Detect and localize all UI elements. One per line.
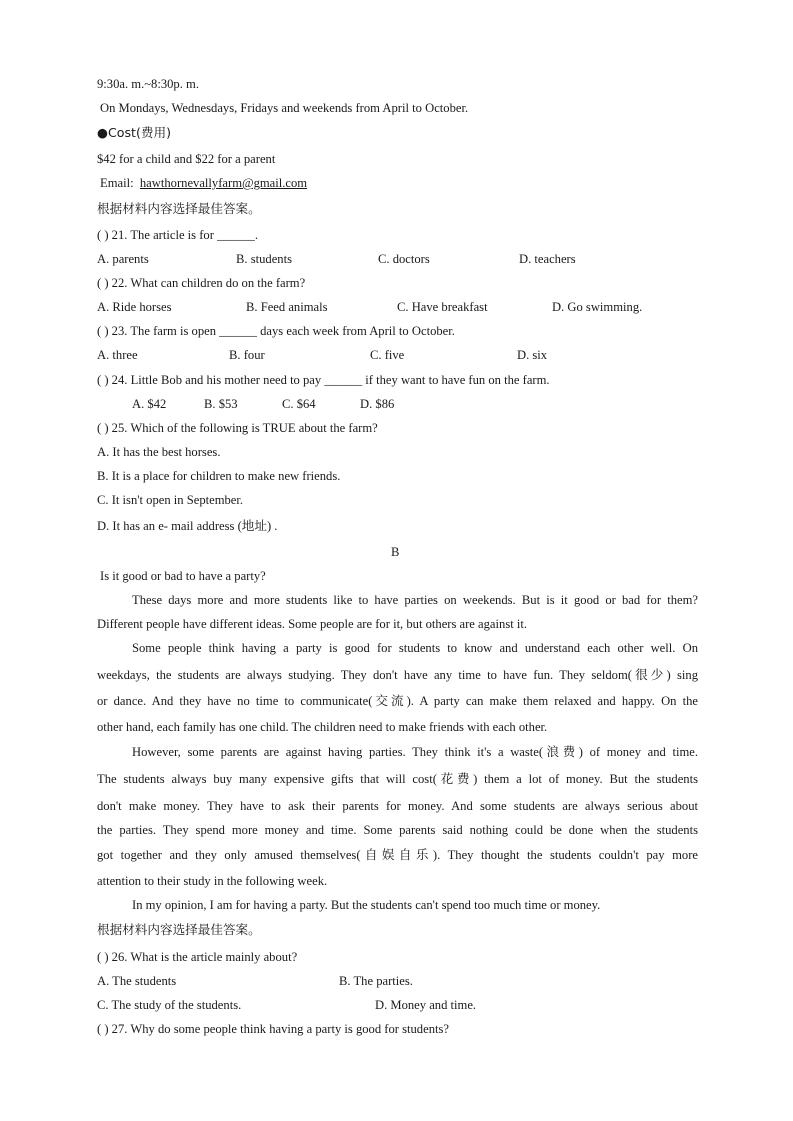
q23-option-b: B. four — [229, 348, 265, 362]
q21-option-d: D. teachers — [519, 252, 576, 266]
q23-option-a: A. three — [97, 348, 138, 362]
paragraph-3-line-3: don't make money. They have to ask their parents for money. And some students are always serious about — [97, 799, 698, 813]
email-label: Email: — [100, 176, 134, 190]
q25-option-d: D. It has an e- mail address (地址) . — [97, 519, 278, 533]
q21-option-b: B. students — [236, 252, 292, 266]
q24-option-d: D. $86 — [360, 397, 395, 411]
q23-option-c: C. five — [370, 348, 405, 362]
q24-option-b: B. $53 — [204, 397, 238, 411]
paragraph-2-line-3: or dance. And they have no time to communicate(交流). A party can make them relaxed and happy. On the — [97, 694, 698, 708]
q26-option-a: A. The students — [97, 974, 177, 988]
q23-option-d: D. six — [517, 348, 548, 362]
paragraph-3-line-2: The students always buy many expensive gifts that will cost(花费) them a lot of money. But the students — [97, 772, 698, 786]
q22-option-a: A. Ride horses — [97, 300, 172, 314]
opening-days: On Mondays, Wednesdays, Fridays and weekends from April to October. — [100, 101, 469, 115]
question-26: ( ) 26. What is the article mainly about? — [97, 950, 298, 964]
q26-option-d: D. Money and time. — [375, 998, 477, 1012]
instruction-b: 根据材料内容选择最佳答案。 — [97, 922, 261, 937]
question-24: ( ) 24. Little Bob and his mother need to pay ______ if they want to have fun on the farm. — [97, 373, 550, 387]
question-23: ( ) 23. The farm is open ______ days each week from April to October. — [97, 324, 455, 338]
question-27: ( ) 27. Why do some people think having a party is good for students? — [97, 1022, 449, 1036]
q25-option-c: C. It isn't open in September. — [97, 493, 244, 507]
paragraph-1-line-2: Different people have different ideas. Some people are for it, but others are against it. — [97, 617, 528, 631]
q22-option-b: B. Feed animals — [246, 300, 328, 314]
q22-option-d: D. Go swimming. — [552, 300, 643, 314]
section-b-label: B — [391, 545, 400, 559]
question-21: ( ) 21. The article is for ______. — [97, 228, 258, 242]
paragraph-2-line-2: weekdays, the students are always studying. They don't have any time to have fun. They seldom(很少) sing — [97, 668, 698, 682]
q21-option-c: C. doctors — [378, 252, 430, 266]
paragraph-2-line-1: Some people think having a party is good for students to know and understand each other well. On — [132, 641, 698, 655]
paragraph-3-line-5: got together and they only amused themselves(自娱自乐). They thought the students couldn't pay more — [97, 848, 698, 862]
opening-hours: 9:30a. m.~8:30p. m. — [97, 77, 199, 91]
email-link[interactable]: hawthornevallyfarm@gmail.com — [139, 176, 308, 190]
passage-title: Is it good or bad to have a party? — [100, 569, 266, 583]
q26-option-b: B. The parties. — [339, 974, 413, 988]
question-25: ( ) 25. Which of the following is TRUE about the farm? — [97, 421, 378, 435]
q21-option-a: A. parents — [97, 252, 149, 266]
paragraph-4-line-1: In my opinion, I am for having a party. But the students can't spend too much time or money. — [132, 898, 601, 912]
q25-option-a: A. It has the best horses. — [97, 445, 221, 459]
cost-detail: $42 for a child and $22 for a parent — [97, 152, 276, 166]
instruction-a: 根据材料内容选择最佳答案。 — [97, 201, 261, 216]
email-line — [100, 175, 307, 191]
q22-option-c: C. Have breakfast — [397, 300, 488, 314]
cost-heading: ●Cost(费用) — [97, 125, 172, 140]
paragraph-1-line-1: These days more and more students like to have parties on weekends. But is it good or bad for them? — [132, 593, 698, 607]
question-22: ( ) 22. What can children do on the farm? — [97, 276, 306, 290]
paragraph-2-line-4: other hand, each family has one child. The children need to make friends with each other. — [97, 720, 548, 734]
q26-option-c: C. The study of the students. — [97, 998, 242, 1012]
q25-option-b: B. It is a place for children to make new friends. — [97, 469, 341, 483]
q24-option-c: C. $64 — [282, 397, 316, 411]
paragraph-3-line-1: However, some parents are against having parties. They think it's a waste(浪费) of money and time. — [132, 745, 698, 759]
q24-option-a: A. $42 — [132, 397, 167, 411]
paragraph-3-line-4: the parties. They spend more money and time. Some parents said nothing could be done when the students — [97, 823, 698, 837]
paragraph-3-line-6: attention to their study in the following week. — [97, 874, 328, 888]
